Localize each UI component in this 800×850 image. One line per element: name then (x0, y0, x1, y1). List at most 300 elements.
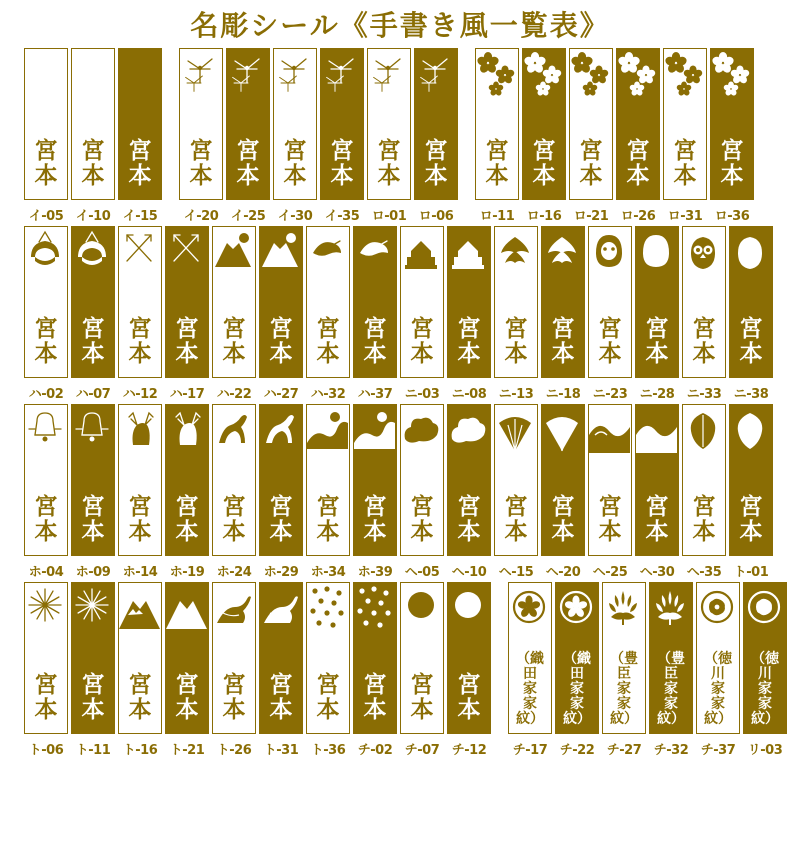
engraved-name-line2: 本 (457, 697, 481, 723)
engraved-name-line1: 宮 (128, 138, 152, 164)
sticker-group (24, 582, 494, 758)
sticker-cell[interactable] (682, 404, 726, 580)
sticker-preview-ヘ-05[interactable] (400, 404, 444, 556)
sticker-preview-チ-02[interactable] (353, 582, 397, 734)
engraved-name-line1: 宮 (645, 316, 669, 342)
dragonfly-icon (180, 49, 222, 107)
sticker-cell[interactable] (541, 226, 585, 402)
sticker-cell[interactable] (602, 582, 646, 758)
sticker-code: ロ-16 (526, 209, 562, 224)
sticker-cell[interactable] (226, 48, 270, 224)
deer-icon (119, 405, 161, 463)
sticker-cell[interactable] (494, 226, 538, 402)
sticker-preview-ロ-26[interactable] (616, 48, 660, 200)
sticker-preview-チ-12[interactable] (447, 582, 491, 734)
sticker-cell[interactable] (649, 582, 693, 758)
engraved-name-line1: 宮 (316, 672, 340, 698)
sticker-preview-ニ-18[interactable] (541, 226, 585, 378)
engraved-name-line1: 宮 (175, 316, 199, 342)
sticker-preview-ト-26[interactable] (212, 582, 256, 734)
engraved-name (636, 317, 678, 367)
engraved-name-line1: 宮 (598, 494, 622, 520)
sticker-preview-ニ-13[interactable] (494, 226, 538, 378)
sticker-preview-ニ-38[interactable] (729, 226, 773, 378)
engraved-name-line1: 宮 (485, 138, 509, 164)
engraved-name-line2: 本 (81, 163, 105, 189)
sticker-cell[interactable] (569, 48, 613, 224)
sticker-preview-イ-30[interactable] (273, 48, 317, 200)
sticker-code: ロ-01 (371, 209, 407, 224)
fan-icon (495, 405, 537, 463)
wave-icon (307, 405, 349, 463)
sticker-preview-チ-27[interactable] (602, 582, 646, 734)
engraved-name (448, 673, 490, 723)
engraved-name (495, 317, 537, 367)
engraved-name-line1: 宮 (236, 138, 260, 164)
kamon-label (650, 652, 692, 727)
sticker-code: リ-03 (747, 743, 783, 758)
sticker-preview-ヘ-35[interactable] (682, 404, 726, 556)
bird-icon (307, 227, 349, 285)
engraved-name (119, 673, 161, 723)
sticker-code: イ-20 (183, 209, 219, 224)
sticker-preview-ヘ-25[interactable] (588, 404, 632, 556)
engraved-name-line1: 宮 (504, 316, 528, 342)
engraved-name-line2: 本 (128, 341, 152, 367)
sticker-cell[interactable] (353, 226, 397, 402)
sticker-cell[interactable] (616, 48, 660, 224)
sticker-cell[interactable] (494, 404, 538, 580)
snow-icon (354, 583, 396, 641)
sticker-cell[interactable] (212, 226, 256, 402)
sticker-cell[interactable] (508, 582, 552, 758)
sticker-preview-ロ-01[interactable] (367, 48, 411, 200)
kamon-tokugawa-icon (744, 583, 786, 641)
sticker-code: ロ-36 (714, 209, 750, 224)
sticker-cell[interactable] (212, 404, 256, 580)
engraved-name-line2: 本 (269, 341, 293, 367)
sticker-preview-ホ-34[interactable] (306, 404, 350, 556)
sticker-cell[interactable] (400, 582, 444, 758)
sticker-cell[interactable] (320, 48, 364, 224)
fuji-icon (260, 227, 302, 285)
sticker-code: チ-27 (606, 743, 642, 758)
engraved-name (415, 139, 457, 189)
sticker-cell[interactable] (663, 48, 707, 224)
engraved-name (25, 673, 67, 723)
engraved-name (664, 139, 706, 189)
kamon-label-char: 家 (570, 681, 584, 697)
engraved-name-line2: 本 (410, 519, 434, 545)
fireworks-icon (25, 583, 67, 641)
sticker-preview-ニ-23[interactable] (588, 226, 632, 378)
kamon-label-char: 家 (617, 681, 631, 697)
wave2-icon (589, 405, 631, 463)
sticker-preview-リ-03[interactable] (743, 582, 787, 734)
sticker-cell[interactable] (400, 404, 444, 580)
sticker-preview-ホ-19[interactable] (165, 404, 209, 556)
sticker-cell[interactable] (259, 582, 303, 758)
sticker-cell[interactable] (306, 226, 350, 402)
engraved-name-line2: 本 (692, 341, 716, 367)
engraved-name-line1: 宮 (377, 138, 401, 164)
engraved-name (307, 673, 349, 723)
engraved-name (166, 495, 208, 545)
sticker-code: ハ-17 (169, 387, 205, 402)
engraved-name-line2: 本 (551, 519, 575, 545)
engraved-name-line1: 宮 (81, 316, 105, 342)
sticker-code: チ-22 (559, 743, 595, 758)
sticker-group (24, 404, 776, 580)
engraved-name-line2: 本 (598, 519, 622, 545)
sticker-preview-チ-17[interactable] (508, 582, 552, 734)
sticker-cell[interactable] (71, 226, 115, 402)
engraved-name (180, 139, 222, 189)
sticker-preview-ハ-32[interactable] (306, 226, 350, 378)
engraved-name-line1: 宮 (34, 672, 58, 698)
sticker-cell[interactable] (118, 404, 162, 580)
sticker-preview-イ-15[interactable] (118, 48, 162, 200)
engraved-name (589, 495, 631, 545)
sticker-code: イ-15 (122, 209, 158, 224)
sticker-code: ロ-21 (573, 209, 609, 224)
daruma-icon (589, 227, 631, 285)
sticker-preview-ハ-17[interactable] (165, 226, 209, 378)
dragonfly-icon (227, 49, 269, 107)
engraved-name-line1: 宮 (363, 672, 387, 698)
kamon-label-char: 家 (711, 696, 725, 712)
sticker-code: ニ-38 (733, 387, 769, 402)
engraved-name-line1: 宮 (222, 316, 246, 342)
sticker-code: イ-05 (28, 209, 64, 224)
kamon-label-char: 川 (758, 666, 772, 682)
sticker-cell[interactable] (165, 582, 209, 758)
sticker-preview-ハ-02[interactable] (24, 226, 68, 378)
sticker-code: ニ-18 (545, 387, 581, 402)
sticker-preview-ニ-03[interactable] (400, 226, 444, 378)
sticker-preview-イ-20[interactable] (179, 48, 223, 200)
sticker-preview-イ-10[interactable] (71, 48, 115, 200)
sticker-cell[interactable] (118, 226, 162, 402)
sticker-cell[interactable] (729, 404, 773, 580)
sticker-cell[interactable] (447, 404, 491, 580)
kamon-label-char: 紋） (610, 711, 638, 727)
sticker-cell[interactable] (165, 404, 209, 580)
sticker-code: ロ-31 (667, 209, 703, 224)
sticker-cell[interactable] (743, 582, 787, 758)
kamon-label-char: 家 (570, 696, 584, 712)
sticker-cell[interactable] (367, 48, 411, 224)
castle-icon (448, 227, 490, 285)
sticker-code: ニ-23 (592, 387, 628, 402)
engraved-name (617, 139, 659, 189)
sticker-preview-ハ-22[interactable] (212, 226, 256, 378)
kamon-label-char: 臣 (617, 666, 631, 682)
engraved-name (260, 673, 302, 723)
sticker-cell[interactable] (118, 48, 162, 224)
sticker-preview-ハ-37[interactable] (353, 226, 397, 378)
engraved-name-line1: 宮 (363, 316, 387, 342)
engraved-name-line1: 宮 (128, 672, 152, 698)
sticker-preview-ロ-36[interactable] (710, 48, 754, 200)
sticker-preview-ホ-24[interactable] (212, 404, 256, 556)
engraved-name (730, 495, 772, 545)
engraved-name (542, 495, 584, 545)
engraved-name-line2: 本 (236, 163, 260, 189)
sticker-preview-ト-16[interactable] (118, 582, 162, 734)
engraved-name-line2: 本 (175, 341, 199, 367)
engraved-name-line2: 本 (222, 697, 246, 723)
sticker-preview-ホ-14[interactable] (118, 404, 162, 556)
kamon-label-char: 家 (758, 681, 772, 697)
engraved-name-line1: 宮 (720, 138, 744, 164)
sticker-cell[interactable] (447, 582, 491, 758)
sticker-cell[interactable] (306, 582, 350, 758)
engraved-name (227, 139, 269, 189)
fuji-icon (213, 227, 255, 285)
engraved-name (495, 495, 537, 545)
sticker-cell[interactable] (165, 226, 209, 402)
engraved-name-line1: 宮 (269, 494, 293, 520)
sticker-preview-ロ-11[interactable] (475, 48, 519, 200)
engraved-name-line1: 宮 (189, 138, 213, 164)
engraved-name (25, 495, 67, 545)
engraved-name (166, 673, 208, 723)
sticker-code: ロ-26 (620, 209, 656, 224)
wave2-icon (636, 405, 678, 463)
sakura-icon (711, 49, 753, 107)
engraved-name (72, 317, 114, 367)
fan-icon (542, 405, 584, 463)
sticker-preview-ハ-07[interactable] (71, 226, 115, 378)
kamon-label-char: （織 (563, 651, 591, 667)
engraved-name-line1: 宮 (457, 316, 481, 342)
sticker-cell[interactable] (400, 226, 444, 402)
kamon-label (556, 652, 598, 727)
sticker-preview-ハ-12[interactable] (118, 226, 162, 378)
engraved-name-line2: 本 (175, 697, 199, 723)
sticker-code: ホ-34 (310, 565, 346, 580)
kamon-label-char: 家 (664, 696, 678, 712)
sticker-cell[interactable] (475, 48, 519, 224)
engraved-name-line1: 宮 (175, 672, 199, 698)
engraved-name-line1: 宮 (551, 494, 575, 520)
engraved-name (307, 495, 349, 545)
kamon-oda-icon (509, 583, 551, 641)
kabuto-icon (25, 227, 67, 285)
engraved-name-line2: 本 (410, 341, 434, 367)
engraved-name-line2: 本 (316, 519, 340, 545)
engraved-name (321, 139, 363, 189)
sticker-code: イ-35 (324, 209, 360, 224)
engraved-name-line2: 本 (551, 341, 575, 367)
engraved-name-line1: 宮 (457, 672, 481, 698)
sticker-cell[interactable] (24, 226, 68, 402)
engraved-name (354, 673, 396, 723)
engraved-name-line2: 本 (128, 697, 152, 723)
sticker-preview-ト-36[interactable] (306, 582, 350, 734)
bird-icon (354, 227, 396, 285)
sticker-cell[interactable] (259, 226, 303, 402)
sticker-cell[interactable] (447, 226, 491, 402)
sticker-cell[interactable] (306, 404, 350, 580)
engraved-name-line1: 宮 (692, 316, 716, 342)
engraved-name (730, 317, 772, 367)
sticker-preview-イ-35[interactable] (320, 48, 364, 200)
sticker-cell[interactable] (682, 226, 726, 402)
castle-icon (401, 227, 443, 285)
sticker-cell[interactable] (212, 582, 256, 758)
sticker-cell[interactable] (696, 582, 740, 758)
engraved-name-line1: 宮 (410, 672, 434, 698)
kamon-label-char: 田 (570, 666, 584, 682)
sticker-preview-ロ-16[interactable] (522, 48, 566, 200)
sticker-preview-ヘ-20[interactable] (541, 404, 585, 556)
sticker-cell[interactable] (635, 404, 679, 580)
sticker-preview-ニ-28[interactable] (635, 226, 679, 378)
engraved-name-line1: 宮 (283, 138, 307, 164)
sticker-cell[interactable] (24, 582, 68, 758)
sticker-preview-ホ-04[interactable] (24, 404, 68, 556)
engraved-name-line2: 本 (720, 163, 744, 189)
engraved-name-line2: 本 (363, 341, 387, 367)
engraved-name-line1: 宮 (551, 316, 575, 342)
sticker-code: ロ-06 (418, 209, 454, 224)
engraved-name-line2: 本 (504, 341, 528, 367)
pine-icon (542, 227, 584, 285)
engraved-name (683, 495, 725, 545)
sticker-cell[interactable] (24, 48, 68, 224)
kamon-label-char: 臣 (664, 666, 678, 682)
engraved-name-line2: 本 (330, 163, 354, 189)
owl-icon (683, 227, 725, 285)
engraved-name (307, 317, 349, 367)
sticker-cell[interactable] (541, 404, 585, 580)
sakura-icon (570, 49, 612, 107)
sticker-preview-ロ-21[interactable] (569, 48, 613, 200)
sticker-cell[interactable] (118, 582, 162, 758)
sticker-cell[interactable] (522, 48, 566, 224)
engraved-name-line2: 本 (222, 519, 246, 545)
engraved-name (260, 317, 302, 367)
sticker-preview-ヘ-10[interactable] (447, 404, 491, 556)
engraved-name-line2: 本 (269, 519, 293, 545)
sticker-cell[interactable] (71, 582, 115, 758)
sticker-cell[interactable] (24, 404, 68, 580)
sticker-preview-ト-21[interactable] (165, 582, 209, 734)
sticker-cell[interactable] (71, 404, 115, 580)
engraved-name-line1: 宮 (128, 494, 152, 520)
cloud-icon (448, 405, 490, 463)
engraved-name-line2: 本 (645, 341, 669, 367)
sticker-group (179, 48, 461, 224)
sticker-preview-チ-37[interactable] (696, 582, 740, 734)
kamon-label-char: （豊 (610, 651, 638, 667)
sticker-rows (0, 48, 800, 758)
engraved-name-line2: 本 (128, 163, 152, 189)
kamon-label (603, 652, 645, 727)
sticker-code: チ-32 (653, 743, 689, 758)
sticker-preview-イ-25[interactable] (226, 48, 270, 200)
engraved-name-line1: 宮 (645, 494, 669, 520)
engraved-name-line2: 本 (485, 163, 509, 189)
engraved-name (401, 317, 443, 367)
sticker-preview-ニ-33[interactable] (682, 226, 726, 378)
sticker-preview-ト-01[interactable] (729, 404, 773, 556)
sticker-code: ニ-13 (498, 387, 534, 402)
sticker-cell[interactable] (710, 48, 754, 224)
sticker-code: チ-12 (451, 743, 487, 758)
sticker-code: ホ-09 (75, 565, 111, 580)
sticker-preview-ヘ-15[interactable] (494, 404, 538, 556)
engraved-name (72, 495, 114, 545)
sticker-cell[interactable] (71, 48, 115, 224)
sticker-preview-ロ-06[interactable] (414, 48, 458, 200)
sticker-cell[interactable] (179, 48, 223, 224)
engraved-name-line1: 宮 (410, 316, 434, 342)
sticker-preview-チ-22[interactable] (555, 582, 599, 734)
sticker-group (475, 48, 757, 224)
sticker-cell[interactable] (353, 404, 397, 580)
sticker-preview-ニ-08[interactable] (447, 226, 491, 378)
engraved-name-line2: 本 (692, 519, 716, 545)
sticker-preview-ト-06[interactable] (24, 582, 68, 734)
leaf-icon (730, 405, 772, 463)
sticker-cell[interactable] (273, 48, 317, 224)
sticker-cell[interactable] (353, 582, 397, 758)
fuji2-icon (166, 583, 208, 641)
sticker-preview-チ-32[interactable] (649, 582, 693, 734)
sticker-cell[interactable] (414, 48, 458, 224)
dragonfly-icon (415, 49, 457, 107)
kamon-label-char: （徳 (704, 651, 732, 667)
sticker-cell[interactable] (259, 404, 303, 580)
engraved-name-line1: 宮 (692, 494, 716, 520)
sticker-code: ロ-11 (479, 209, 515, 224)
sticker-preview-ホ-29[interactable] (259, 404, 303, 556)
sticker-preview-ホ-39[interactable] (353, 404, 397, 556)
sticker-cell[interactable] (635, 226, 679, 402)
kamon-label-char: 紋） (516, 711, 544, 727)
sticker-code: ト-16 (122, 743, 158, 758)
sticker-cell[interactable] (588, 226, 632, 402)
sticker-preview-ハ-27[interactable] (259, 226, 303, 378)
kamon-label-char: 家 (664, 681, 678, 697)
cloud-icon (401, 405, 443, 463)
kamon-label-char: 紋） (657, 711, 685, 727)
kamon-label-char: 家 (711, 681, 725, 697)
sticker-code: ヘ-35 (686, 565, 722, 580)
engraved-name-line1: 宮 (222, 672, 246, 698)
sticker-preview-ロ-31[interactable] (663, 48, 707, 200)
sticker-code: ヘ-25 (592, 565, 628, 580)
engraved-name (274, 139, 316, 189)
sticker-preview-チ-07[interactable] (400, 582, 444, 734)
engraved-name-line2: 本 (34, 519, 58, 545)
sticker-cell[interactable] (729, 226, 773, 402)
sticker-cell[interactable] (588, 404, 632, 580)
engraved-name-line2: 本 (34, 341, 58, 367)
sakura-icon (523, 49, 565, 107)
sticker-preview-イ-05[interactable] (24, 48, 68, 200)
sticker-preview-ト-31[interactable] (259, 582, 303, 734)
sticker-preview-ホ-09[interactable] (71, 404, 115, 556)
arrows-icon (119, 227, 161, 285)
sticker-preview-ト-11[interactable] (71, 582, 115, 734)
sticker-code: ヘ-15 (498, 565, 534, 580)
sticker-cell[interactable] (555, 582, 599, 758)
sticker-preview-ヘ-30[interactable] (635, 404, 679, 556)
